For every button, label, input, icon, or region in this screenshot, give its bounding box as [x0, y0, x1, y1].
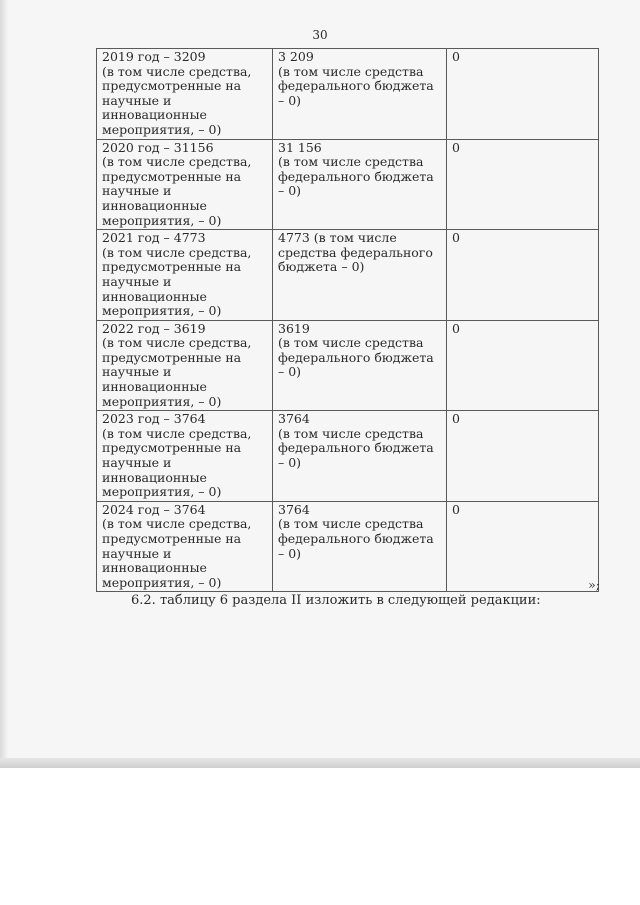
- table-cell-year: [97, 230, 273, 321]
- table-cell-year: [97, 49, 273, 140]
- table-cell-other: 0: [447, 411, 599, 502]
- year-total: 2021 год – 4773: [102, 230, 206, 246]
- budget-detail: (в том числе средства федерального бюджета – 0): [278, 154, 434, 199]
- table-row: [97, 230, 599, 321]
- year-detail: (в том числе средства, предусмотренные на научные и инновационные мероприятия, – 0): [102, 244, 252, 319]
- budget-value: 3764: [278, 411, 310, 427]
- year-detail: (в том числе средства, предусмотренные на научные и инновационные мероприятия, – 0): [102, 516, 252, 590]
- table-cell-year: [97, 320, 273, 411]
- budget-detail: (в том числе средства федерального бюджета – 0): [278, 425, 434, 471]
- year-detail: (в том числе средства, предусмотренные на научные и инновационные мероприятия, – 0): [102, 425, 252, 500]
- year-total: 2023 год – 3764: [102, 411, 206, 427]
- table-cell-year: [97, 411, 273, 502]
- table-row: [97, 49, 599, 140]
- page-number: 30: [312, 28, 328, 42]
- table-cell-budget: [273, 49, 447, 140]
- budget-detail: (в том числе средства федерального бюджета – 0): [278, 335, 434, 380]
- table-cell-other: 0: [447, 139, 599, 230]
- amendment-paragraph: 6.2. таблицу 6 раздела II изложить в следующей редакции:: [131, 593, 541, 608]
- table-row: [97, 411, 599, 502]
- budget-detail: (в том числе средства федерального бюджета – 0): [278, 516, 434, 561]
- budget-table: [96, 48, 599, 592]
- budget-value: 3 209: [278, 49, 314, 64]
- table-cell-year: [97, 139, 273, 230]
- table-cell-year: [97, 501, 273, 592]
- budget-value: 31 156: [278, 139, 322, 155]
- year-detail: (в том числе средства, предусмотренные на научные и инновационные мероприятия, – 0): [102, 154, 252, 228]
- budget-detail: (в том числе средства федерального бюджета – 0): [278, 63, 434, 108]
- closing-quote: »;: [588, 577, 600, 592]
- year-total: 2020 год – 31156: [102, 139, 214, 155]
- table-cell-budget: [273, 139, 447, 230]
- budget-value: 4773 (в том числе средства федерального бюджета – 0): [278, 230, 433, 275]
- year-detail: (в том числе средства, предусмотренные на научные и инновационные мероприятия, – 0): [102, 335, 252, 409]
- year-detail: (в том числе средства, предусмотренные на научные и инновационные мероприятия, – 0): [102, 63, 252, 137]
- table-cell-other: 0: [447, 230, 599, 321]
- scan-left-edge: [0, 0, 8, 768]
- budget-value: 3619: [278, 320, 310, 336]
- table-row: [97, 320, 599, 411]
- year-total: 2019 год – 3209: [102, 49, 206, 64]
- scan-bottom-edge: [0, 758, 640, 768]
- table-cell-other: 0: [447, 501, 599, 592]
- budget-value: 3764: [278, 501, 310, 517]
- year-total: 2022 год – 3619: [102, 320, 206, 336]
- table-cell-other: 0: [447, 49, 599, 140]
- year-total: 2024 год – 3764: [102, 501, 206, 517]
- table-row: [97, 139, 599, 230]
- table-cell-budget: [273, 230, 447, 321]
- table-cell-budget: [273, 320, 447, 411]
- table-cell-budget: [273, 411, 447, 502]
- table-row: [97, 501, 599, 592]
- table-cell-other: 0: [447, 320, 599, 411]
- table-cell-budget: [273, 501, 447, 592]
